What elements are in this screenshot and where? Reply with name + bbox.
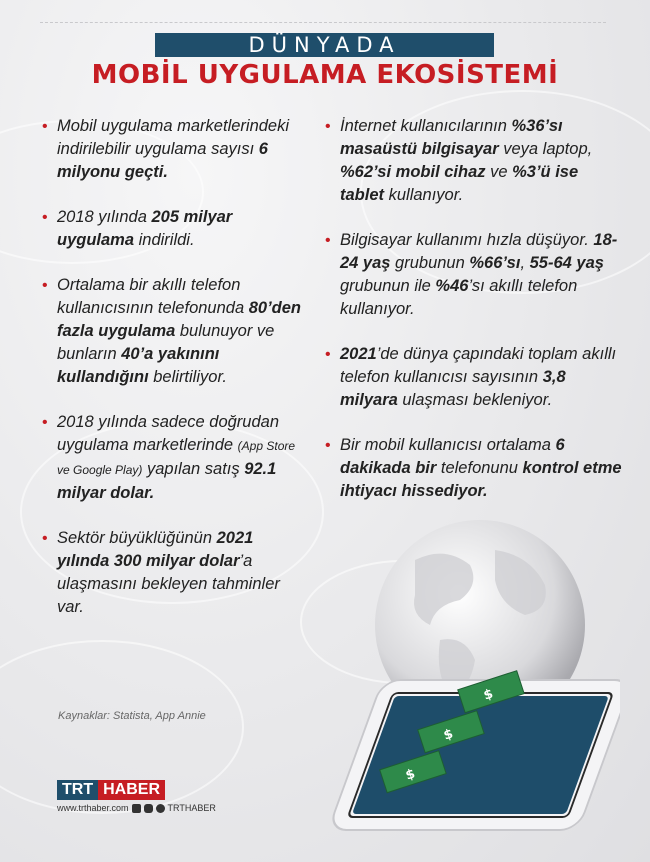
highlight-text: 3,8 milyara (340, 368, 566, 409)
body-text: Bilgisayar kullanımı hızla düşüyor. (340, 231, 594, 249)
highlight-text: 2021 yılında 300 milyar dolar (57, 529, 254, 570)
right-column (325, 115, 625, 503)
bullet-item (42, 206, 310, 252)
highlight-text: 6 milyonu geçti. (57, 140, 268, 181)
instagram-icon[interactable] (144, 804, 153, 813)
bullet-item (325, 229, 625, 321)
body-text: (App Store ve Google Play) (57, 439, 296, 477)
bullet-item (42, 527, 310, 619)
bullet-item (325, 343, 625, 412)
bullet-icon: • (42, 209, 48, 226)
twitter-icon[interactable] (156, 804, 165, 813)
bullet-item (42, 274, 310, 389)
bullet-item (325, 434, 625, 503)
body-text: İnternet kullanıcılarının (340, 117, 512, 135)
body-text: , (520, 254, 530, 272)
body-text: Ortalama bir akıllı telefon kullanıcısının telefonunda (57, 276, 249, 317)
body-text: ulaşması bekleniyor. (397, 391, 553, 409)
body-text: belirtiliyor. (148, 368, 227, 386)
svg-text:$: $ (403, 766, 418, 784)
bullet-icon: • (42, 414, 48, 431)
body-text: 2018 yılında sadece doğrudan uygulama marketlerinde (57, 413, 280, 454)
body-text: ve (485, 163, 513, 181)
body-text: Mobil uygulama marketlerindeki indirilebilir uygulama sayısı (57, 117, 290, 158)
highlight-text: %46 (435, 277, 469, 295)
bullet-icon: • (325, 118, 331, 135)
body-text: 2018 yılında (57, 208, 152, 226)
footer-links (57, 803, 216, 813)
globe-phone-money-illustration (320, 520, 620, 840)
body-text: ’de dünya çapındaki toplam akıllı telefon kullanıcısı sayısının (340, 345, 617, 386)
bullet-icon: • (325, 437, 331, 454)
highlight-text: 6 dakikada bir (340, 436, 565, 477)
body-text: indirildi. (134, 231, 195, 249)
bullet-icon: • (42, 118, 48, 135)
highlight-text: 2021 (340, 345, 377, 363)
body-text: ’sı akıllı telefon kullanıyor. (340, 277, 578, 318)
highlight-text: 92.1 milyar dolar. (57, 460, 277, 502)
body-text: bulunuyor ve bunların (57, 322, 275, 363)
body-text: grubunun (390, 254, 470, 272)
header-banner: DÜNYADA (155, 33, 494, 57)
bullet-item (42, 115, 310, 184)
bullet-item (325, 115, 625, 207)
bullet-icon: • (325, 346, 331, 363)
facebook-icon[interactable] (132, 804, 141, 813)
body-text: ’a ulaşmasını bekleyen tahminler var. (57, 552, 280, 616)
svg-text:$: $ (441, 726, 456, 744)
body-text: veya laptop, (498, 140, 593, 158)
highlight-text: 55-64 yaş (529, 254, 604, 272)
bullet-icon: • (325, 232, 331, 249)
top-divider (40, 22, 606, 23)
body-text: yapılan satış (142, 460, 245, 478)
source-note: Kaynaklar: Statista, App Annie (58, 710, 206, 722)
logo-haber: HABER (98, 780, 165, 800)
logo-trt: TRT (57, 780, 98, 800)
trt-haber-logo (57, 780, 165, 800)
page-title: MOBİL UYGULAMA EKOSİSTEMİ (91, 60, 559, 90)
bullet-item (42, 411, 310, 505)
social-handle: TRTHABER (167, 803, 216, 813)
left-column (42, 115, 310, 619)
svg-text:$: $ (481, 686, 496, 704)
body-text: grubunun ile (340, 277, 436, 295)
highlight-text: kontrol etme ihtiyacı hissediyor. (340, 459, 622, 500)
highlight-text: 80’den fazla uygulama (57, 299, 301, 340)
highlight-text: %62’si mobil cihaz (340, 163, 486, 181)
body-text: Sektör büyüklüğünün (57, 529, 217, 547)
highlight-text: 205 milyar uygulama (57, 208, 233, 249)
body-text: Bir mobil kullanıcısı ortalama (340, 436, 556, 454)
highlight-text: 40’a yakınını kullandığını (57, 345, 220, 386)
highlight-text: 18-24 yaş (340, 231, 618, 272)
highlight-text: %36’sı masaüstü bilgisayar (340, 117, 563, 158)
website-link[interactable]: www.trthaber.com (57, 803, 129, 813)
bullet-icon: • (42, 530, 48, 547)
body-text: telefonunu (436, 459, 523, 477)
highlight-text: %3’ü ise tablet (340, 163, 579, 204)
bullet-icon: • (42, 277, 48, 294)
highlight-text: %66’sı (469, 254, 521, 272)
body-text: kullanıyor. (384, 186, 464, 204)
